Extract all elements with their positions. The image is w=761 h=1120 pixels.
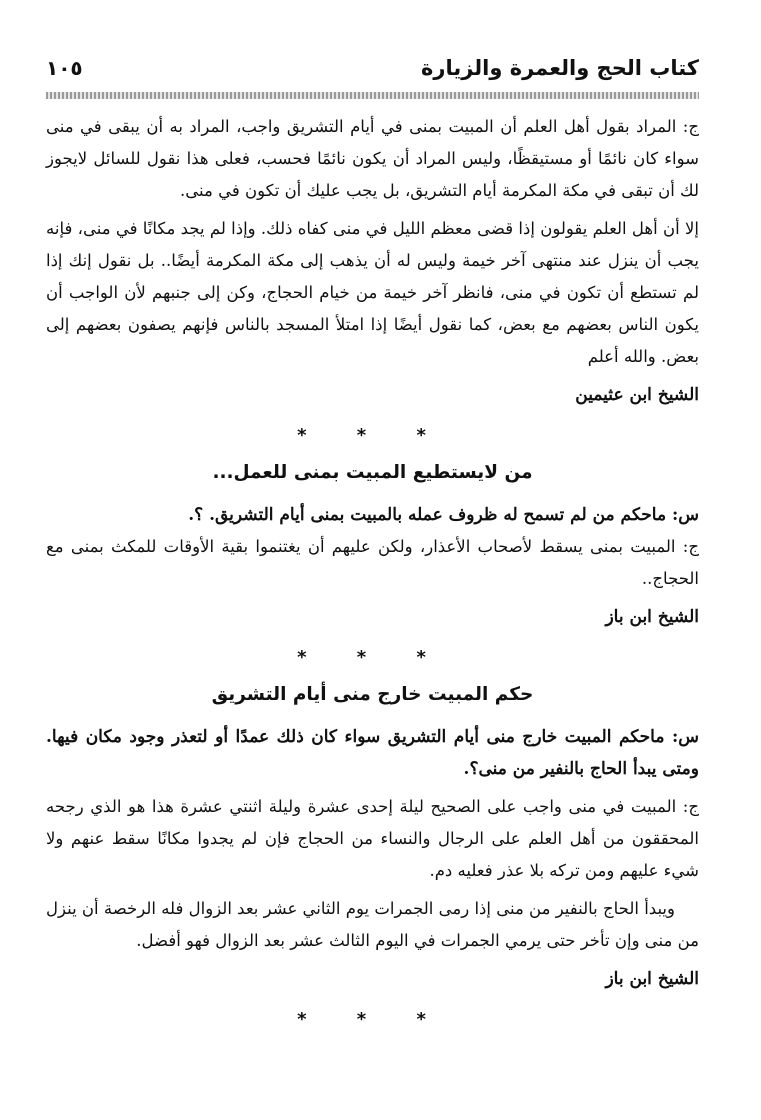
question-paragraph: س: ماحكم من لم تسمح له ظروف عمله بالمبيت بمنى أيام التشريق. ؟. [188, 505, 699, 525]
answer-paragraph: ج: المبيت في منى واجب على الصحيح ليلة إحدى عشرة وليلة اثنتي عشرة هذا هو الذي رجحه المحققون من أهل العلم على الرجال والنساء من الحجاج فإن لم يجدوا مكانًا سقط عنهم ولا شيء عليهم ومن تركه بلا عذر فعليه دم. [46, 797, 699, 880]
answer-paragraph: ج: المراد بقول أهل العلم أن المبيت بمنى في أيام التشريق واجب، المراد به أن يبقى في منى سواء كان نائمًا أو مستيقظًا، وليس المراد أن يكون نائمًا فحسب، فعلى هذا نقول للسائل لايجوز لك أن تبقى في مكة المكرمة أيام التشريق، بل يجب عليك أن تكون في منى. [46, 117, 699, 200]
answer-paragraph: إلا أن أهل العلم يقولون إذا قضى معظم الليل في منى كفاه ذلك. وإذا لم يجد مكانًا في منى، فإنه يجب أن ينزل عند منتهى آخر خيمة وليس له أن يذهب إلى مكة المكرمة أيضًا.. بل نقول إنك إذا لم تستطع أن تكون في منى، فانظر آخر خيمة من خيام الحجاج، وكن إلى جنبهم لأن الواجب أن يكون الناس بعضهم مع بعض، كما نقول أيضًا إذا امتلأ المسجد بالناس فإنهم يصفون بعضهم إلى بعض. والله أعلم [46, 219, 699, 366]
book-page [46, 56, 699, 1039]
answer-paragraph: ويبدأ الحاج بالنفير من منى إذا رمى الجمرات يوم الثاني عشر بعد الزوال فله الرخصة أن ينزل من منى وإن تأخر حتى يرمي الجمرات في اليوم الثالث عشر بعد الزوال فهو أفضل. [46, 899, 699, 950]
question-paragraph: س: ماحكم المبيت خارج منى أيام التشريق سواء كان ذلك عمدًا أو لتعذر وجود مكان فيها. ومتى يبدأ الحاج بالنفير من منى؟. [46, 727, 699, 779]
page-number: ١٠٥ [46, 56, 83, 80]
header-rule [46, 92, 699, 99]
section-separator: * * * [297, 647, 448, 668]
sheikh-attribution: الشيخ ابن عثيمين [575, 385, 699, 405]
section-separator: * * * [297, 425, 448, 446]
section-separator: * * * [297, 1009, 448, 1030]
sheikh-attribution: الشيخ ابن باز [605, 969, 699, 989]
sheikh-attribution: الشيخ ابن باز [605, 607, 699, 627]
section-heading: حكم المبيت خارج منى أيام التشريق [211, 684, 534, 705]
page-header [46, 56, 699, 92]
section-heading: من لايستطيع المبيت بمنى للعمل... [212, 462, 533, 483]
answer-paragraph: ج: المبيت بمنى يسقط لأصحاب الأعذار، ولكن عليهم أن يغتنموا بقية الأوقات للمكث بمنى مع الحجاج.. [46, 537, 699, 588]
book-title: كتاب الحج والعمرة والزيارة [420, 56, 699, 80]
